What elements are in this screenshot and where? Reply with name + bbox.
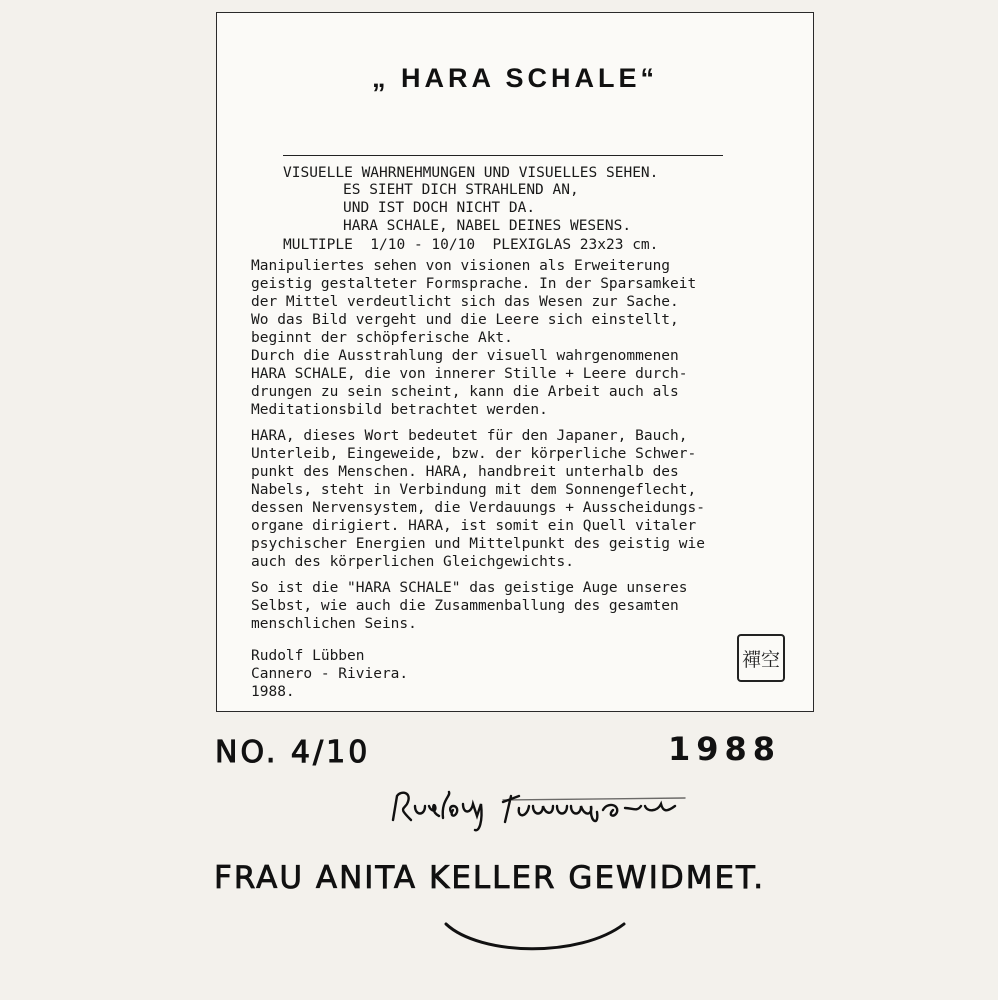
paragraph-2 [251, 427, 811, 571]
subtitle-underline [283, 155, 723, 156]
text-line: Unterleib, Eingeweide, bzw. der körperliche Schwer- [251, 446, 697, 462]
text-line: Wo das Bild vergeht und die Leere sich einstellt, [251, 312, 679, 328]
handwritten-arc [440, 916, 630, 962]
poem-block [343, 181, 631, 235]
author-name: Rudolf Lübben [251, 648, 365, 664]
document-title: „ HARA SCHALE“ [371, 63, 658, 93]
svg-text:1988: 1988 [668, 730, 782, 768]
poem-line: ES SIEHT DICH STRAHLEND AN, [343, 182, 579, 198]
text-line: Manipuliertes sehen von visionen als Erweiterung [251, 258, 671, 274]
text-line: So ist die "HARA SCHALE" das geistige Auge unseres [251, 580, 688, 596]
text-line: HARA, dieses Wort bedeutet für den Japaner, Bauch, [251, 428, 688, 444]
poem-line: UND IST DOCH NICHT DA. [343, 200, 536, 216]
body-text [251, 257, 811, 701]
signature [385, 782, 695, 837]
paragraph-3 [251, 579, 811, 633]
text-line: Nabels, steht in Verbindung mit dem Sonnengeflecht, [251, 482, 697, 498]
text-line: der Mittel verdeutlicht sich das Wesen zur Sache. [251, 294, 679, 310]
typed-sheet [216, 12, 814, 712]
author-place: Cannero - Riviera. [251, 666, 409, 682]
text-line: Durch die Ausstrahlung der visuell wahrgenommenen [251, 348, 679, 364]
subtitle-line-1: VISUELLE WAHRNEHMUNGEN UND VISUELLES SEHEN. [283, 165, 659, 181]
poem-line: HARA SCHALE, NABEL DEINES WESENS. [343, 218, 632, 234]
handwritten-dedication [214, 852, 894, 904]
text-line: geistig gestalteter Formsprache. In der Sparsamkeit [251, 276, 697, 292]
text-line: menschlichen Seins. [251, 616, 417, 632]
text-line: auch des körperlichen Gleichgewichts. [251, 554, 575, 570]
text-line: psychischer Energien und Mittelpunkt des geistig wie [251, 536, 705, 552]
svg-text:NO. 4/10: NO. 4/10 [215, 735, 371, 770]
text-line: Selbst, wie auch die Zusammenballung des gesamten [251, 598, 679, 614]
subtitle-line-2: MULTIPLE 1/10 - 10/10 PLEXIGLAS 23x23 cm. [283, 237, 659, 253]
svg-text:FRAU ANITA KELLER GEWIDMET.: FRAU ANITA KELLER GEWIDMET. [214, 860, 766, 896]
paragraph-1 [251, 257, 811, 419]
text-line: Meditationsbild betrachtet werden. [251, 402, 548, 418]
handwritten-edition-number [215, 728, 435, 774]
text-line: HARA SCHALE, die von innerer Stille + Leere durch- [251, 366, 688, 382]
handwritten-year [668, 726, 808, 772]
text-line: punkt des Menschen. HARA, handbreit unterhalb des [251, 464, 679, 480]
author-year: 1988. [251, 684, 295, 700]
text-line: dessen Nervensystem, die Verdauungs + Ausscheidungs- [251, 500, 705, 516]
text-line: beginnt der schöpferische Akt. [251, 330, 513, 346]
author-block [251, 647, 811, 701]
seal-characters: 禪空 [741, 649, 781, 671]
seal-stamp [736, 633, 786, 683]
text-line: organe dirigiert. HARA, ist somit ein Quell vitaler [251, 518, 697, 534]
text-line: drungen zu sein scheint, kann die Arbeit auch als [251, 384, 679, 400]
